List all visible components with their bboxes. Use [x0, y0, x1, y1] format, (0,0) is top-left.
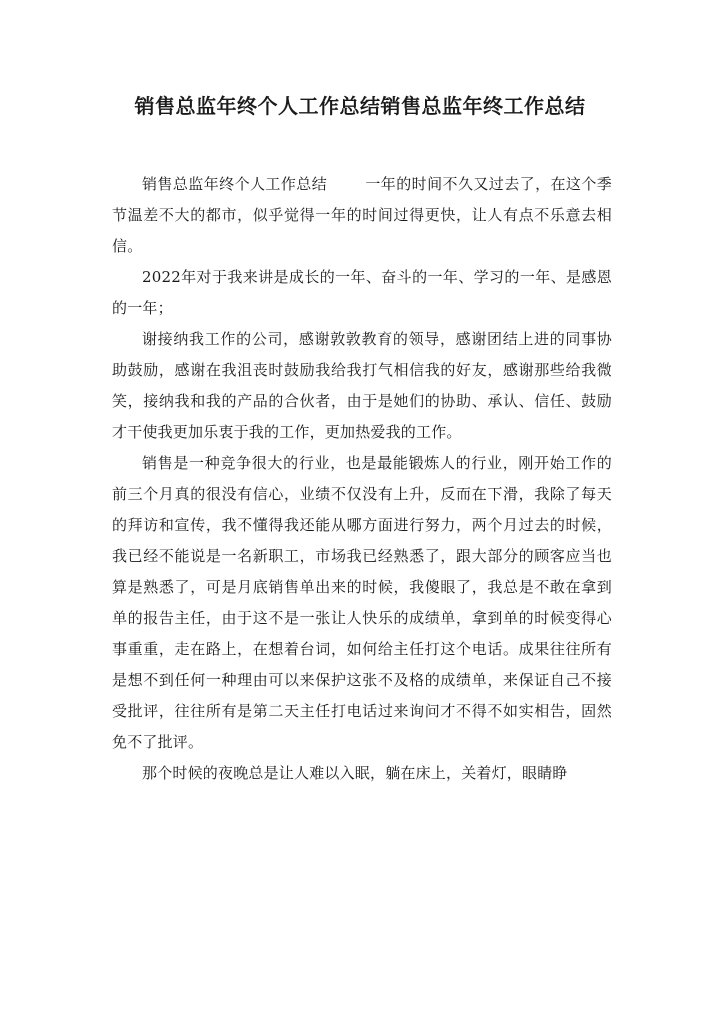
paragraph-3: 谢接纳我工作的公司，感谢敦敦教育的领导，感谢团结上进的同事协助鼓励，感谢在我沮丧时鼓励我给我打气相信我的好友，感谢那些给我微笑，接纳我和我的产品的合伙者，由于是她们的协助、承认、信任、鼓励才干使我更加乐衷于我的工作，更加热爱我的工作。 — [112, 330, 612, 441]
paragraph-5: 那个时候的夜晚总是让人难以入眠，躺在床上，关着灯，眼睛睁 — [142, 764, 568, 782]
paragraph-1 — [112, 169, 612, 262]
paragraph-1-text: 一年的时间不久又过去了，在这个季节温差不大的都市，似乎觉得一年的时间过得更快，让人有点不乐意去相信。 — [112, 175, 612, 255]
paragraph-1-lead: 销售总监年终个人工作总结 — [142, 175, 328, 193]
paragraph-2: 2022年对于我来讲是成长的一年、奋斗的一年、学习的一年、是感恩的一年； — [112, 268, 612, 317]
paragraph-4: 销售是一种竞争很大的行业，也是最能锻炼人的行业，刚开始工作的前三个月真的很没有信心，业绩不仅没有上升，反而在下滑，我除了每天的拜访和宣传，我不懂得我还能从哪方面进行努力，两个月过去的时候，我已经不能说是一名新职工，市场我已经熟悉了，跟大部分的顾客应当也算是熟悉了，可是月底销售单出来的时候，我傻眼了，我总是不敢在拿到单的报告主任，由于这不是一张让人快乐的成绩单，拿到单的时候变得心事重重，走在路上，在想着台词，如何给主任打这个电话。成果往往所有是想不到任何一种理由可以来保护这张不及格的成绩单，来保证自己不接受批评，往往所有是第二天主任打电话过来询问才不得不如实相告，固然免不了批评。 — [112, 454, 612, 751]
document-body — [112, 169, 612, 789]
document-title: 销售总监年终个人工作总结销售总监年终工作总结 — [134, 94, 586, 118]
